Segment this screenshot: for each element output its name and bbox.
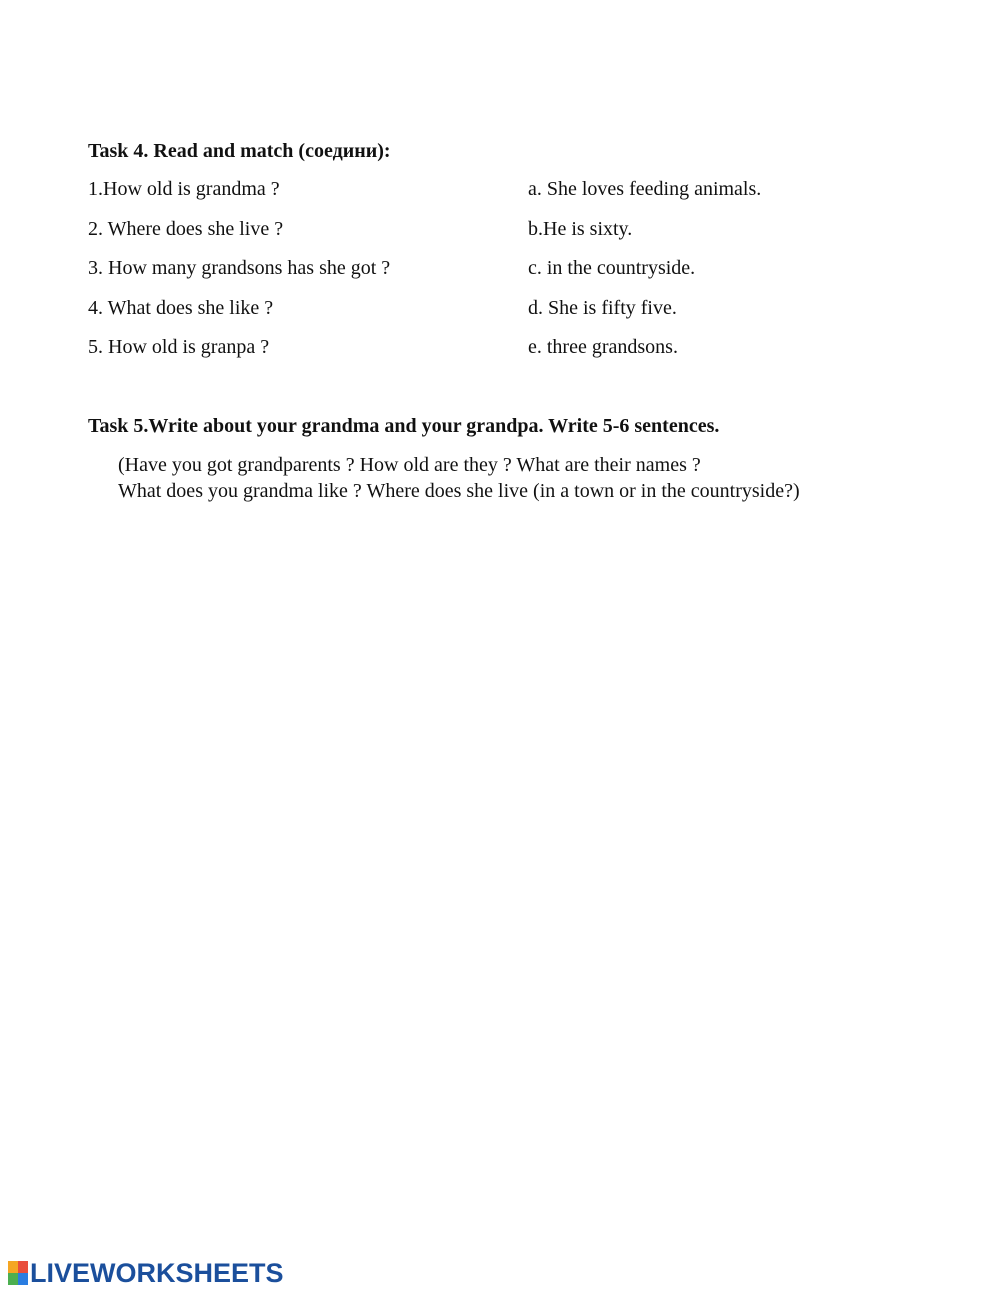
task5-title: Task 5.Write about your grandma and your grandpa. Write 5-6 sentences. bbox=[88, 415, 720, 437]
answer-d: d. She is fifty five. bbox=[528, 297, 677, 319]
task4-title: Task 4. Read and match (соедини): bbox=[88, 140, 391, 162]
liveworksheets-logo[interactable] bbox=[8, 1259, 284, 1287]
logo-text: LIVEWORKSHEETS bbox=[30, 1258, 284, 1288]
task5-instruction-2: What does you grandma like ? Where does she live (in a town or in the countryside?) bbox=[118, 480, 800, 502]
answer-a: a. She loves feeding animals. bbox=[528, 178, 762, 200]
question-2: 2. Where does she live ? bbox=[88, 218, 284, 240]
answer-e: e. three grandsons. bbox=[528, 336, 678, 358]
answer-c: c. in the countryside. bbox=[528, 257, 696, 279]
task5-instruction-1: (Have you got grandparents ? How old are they ? What are their names ? bbox=[118, 454, 701, 476]
question-1: 1.How old is grandma ? bbox=[88, 178, 280, 200]
question-3: 3. How many grandsons has she got ? bbox=[88, 257, 391, 279]
question-5: 5. How old is granpa ? bbox=[88, 336, 270, 358]
answer-b: b.He is sixty. bbox=[528, 218, 633, 240]
question-4: 4. What does she like ? bbox=[88, 297, 274, 319]
liveworksheets-logo-icon bbox=[8, 1261, 28, 1285]
